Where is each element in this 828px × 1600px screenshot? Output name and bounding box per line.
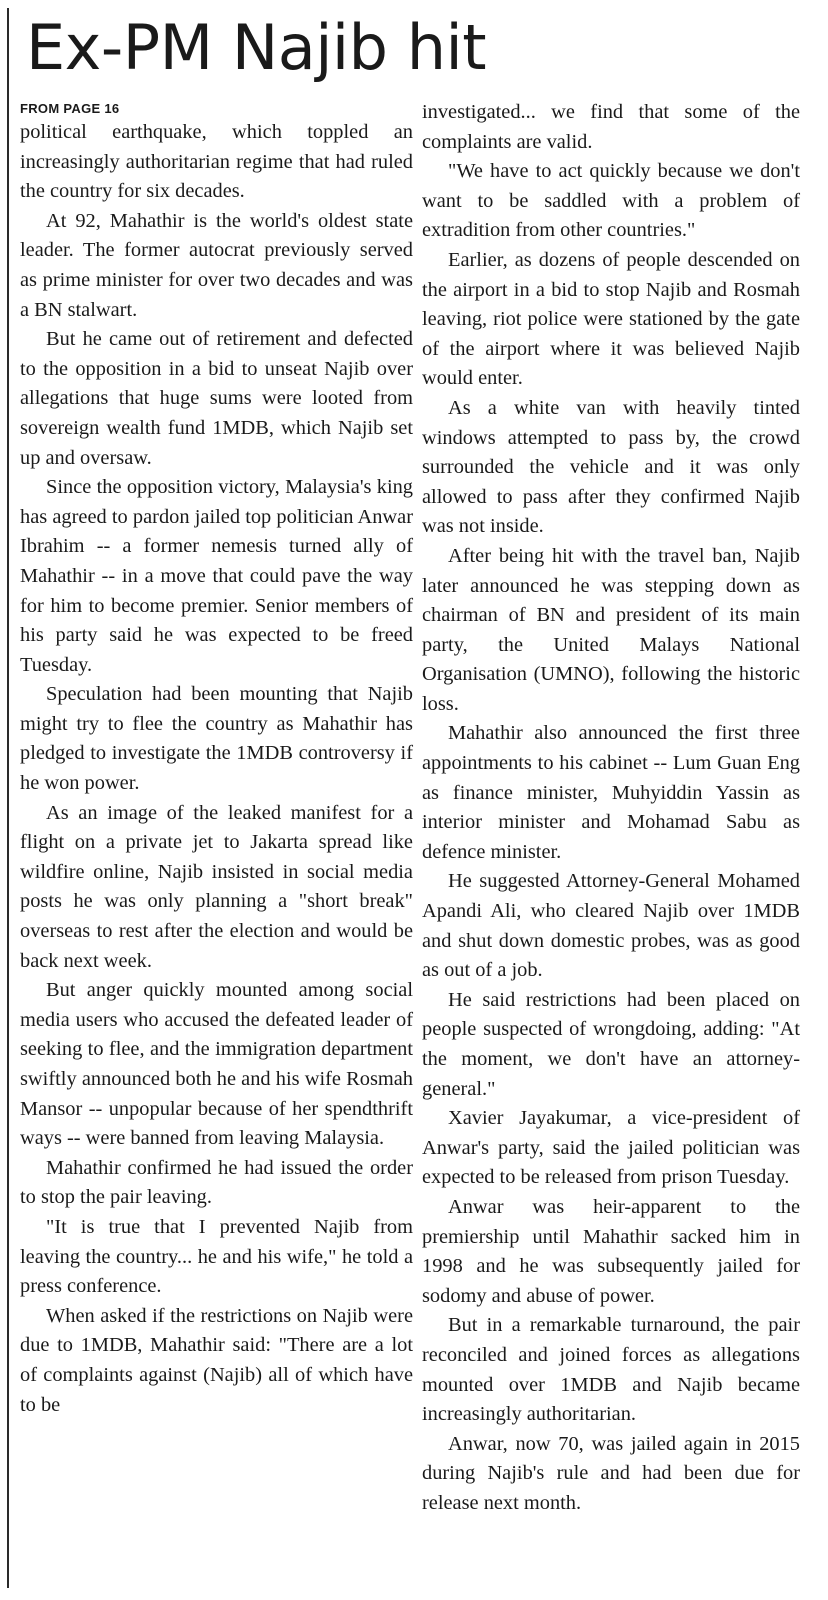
paragraph: Mahathir also announced the first three appointments to his cabinet -- Lum Guan Eng as finance minister, Muhyiddin Yassin as interior minister and Mohamad Sabu as defence minister. xyxy=(422,722,800,863)
continuation-label: FROM PAGE 16 xyxy=(20,101,120,116)
paragraph: Earlier, as dozens of people descended on the airport in a bid to stop Najib and Rosmah leaving, riot police were stationed by the gate of the airport where it was believed Najib would enter. xyxy=(422,248,800,390)
paragraph: "It is true that I prevented Najib from leaving the country... he and his wife," he told a press conference. xyxy=(20,1215,413,1298)
paragraph: As a white van with heavily tinted windows attempted to pass by, the crowd surrounded the vehicle and it was only allowed to pass after they confirmed Najib was not inside. xyxy=(422,396,800,538)
paragraph: Anwar was heir-apparent to the premiership until Mahathir sacked him in 1998 and he was subsequently jailed for sodomy and abuse of power. xyxy=(422,1195,800,1307)
article-column-right xyxy=(422,98,800,1519)
column-rule xyxy=(7,8,9,1588)
paragraph: political earthquake, which toppled an increasingly authoritarian regime that had ruled the country for six decades. xyxy=(20,121,413,203)
paragraph: At 92, Mahathir is the world's oldest state leader. The former autocrat previously served as prime minister for over two decades and was a BN stalwart. xyxy=(20,209,413,321)
paragraph: When asked if the restrictions on Najib were due to 1MDB, Mahathir said: "There are a lot of complaints against (Najib) all of which have to be xyxy=(20,1304,413,1416)
paragraph: Anwar, now 70, was jailed again in 2015 during Najib's rule and had been due for release next month. xyxy=(422,1432,800,1514)
paragraph: But in a remarkable turnaround, the pair reconciled and joined forces as allegations mounted over 1MDB and Najib became increasingly authoritarian. xyxy=(422,1314,800,1426)
article-column-left xyxy=(20,100,413,1420)
paragraph: Xavier Jayakumar, a vice-president of Anwar's party, said the jailed politician was expected to be released from prison Tuesday. xyxy=(422,1107,800,1189)
paragraph: Since the opposition victory, Malaysia's king has agreed to pardon jailed top politician Anwar Ibrahim -- a former nemesis turned ally of Mahathir -- in a move that could pave the way for him to become premier. Senior members of his party said he was expected to be freed Tuesday. xyxy=(20,476,413,676)
paragraph: "We have to act quickly because we don't want to be saddled with a problem of extradition from other countries." xyxy=(422,160,800,242)
paragraph: investigated... we find that some of the complaints are valid. xyxy=(422,101,800,153)
paragraph: Speculation had been mounting that Najib might try to flee the country as Mahathir has pledged to investigate the 1MDB controversy if he won power. xyxy=(20,683,413,795)
paragraph: But he came out of retirement and defected to the opposition in a bid to unseat Najib over allegations that huge sums were looted from sovereign wealth fund 1MDB, which Najib set up and oversaw. xyxy=(20,328,413,469)
paragraph: As an image of the leaked manifest for a flight on a private jet to Jakarta spread like wildfire online, Najib insisted in social media posts he was only planning a "short break" overseas to rest after the election and would be back next week. xyxy=(20,801,413,972)
paragraph: Mahathir confirmed he had issued the order to stop the pair leaving. xyxy=(20,1156,413,1209)
paragraph: But anger quickly mounted among social media users who accused the defeated leader of seeking to flee, and the immigration department swiftly announced both he and his wife Rosmah Mansor -- unpopular because of her spendthrift ways -- were banned from leaving Malaysia. xyxy=(20,979,413,1150)
paragraph: He suggested Attorney-General Mohamed Apandi Ali, who cleared Najib over 1MDB and shut down domestic probes, was as good as out of a job. xyxy=(422,870,800,982)
paragraph: He said restrictions had been placed on people suspected of wrongdoing, adding: "At the moment, we don't have an attorney-general." xyxy=(422,988,800,1100)
paragraph: After being hit with the travel ban, Najib later announced he was stepping down as chairman of BN and president of its main party, the United Malays National Organisation (UMNO), following the historic loss. xyxy=(422,544,800,715)
headline: Ex-PM Najib hit xyxy=(26,11,487,84)
